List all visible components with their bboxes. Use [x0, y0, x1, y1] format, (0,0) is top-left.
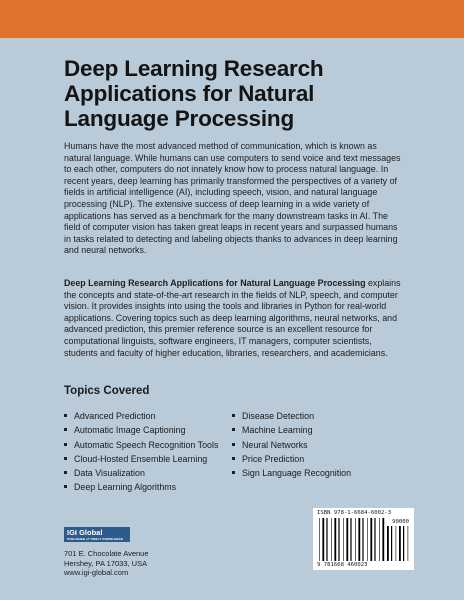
barcode-bars-icon: [319, 518, 385, 561]
topic-item: Sign Language Recognition: [232, 466, 351, 480]
description-book-title: Deep Learning Research Applications for Natural Language Processing: [64, 278, 366, 288]
topic-item: Cloud-Hosted Ensemble Learning: [64, 452, 218, 466]
barcode-box: [313, 508, 414, 570]
address-city: Hershey, PA 17033, USA: [64, 558, 148, 568]
topic-item: Automatic Speech Recognition Tools: [64, 438, 218, 452]
address-street: 701 E. Chocolate Avenue: [64, 549, 149, 558]
topic-item: Deep Learning Algorithms: [64, 480, 218, 494]
topic-item: Neural Networks: [232, 438, 351, 452]
igi-global-logo: [64, 527, 130, 542]
logo-text: IGI Global: [67, 528, 103, 537]
description-text: explains the concepts and state-of-the-art research in the fields of NLP, speech, and computer vision. It provides insights into using the tools and libraries in Python for real-world applications. Covering topics such as deep learning algorithms, neural networks, and advanced prediction, this premier reference source is an excellent resource for computational linguists, software engineers, IT managers, computer scientists, students and faculty of higher education, libraries, researchers, and academicians.: [64, 278, 401, 358]
publisher-address: [64, 549, 149, 578]
topic-item: Price Prediction: [232, 452, 351, 466]
description-paragraph: [64, 278, 406, 359]
topics-list-left: [64, 409, 218, 495]
barcode-addon-bars-icon: [387, 526, 409, 561]
price-code: 90000: [392, 519, 409, 525]
publisher-website: www.igi-global.com: [64, 568, 129, 578]
topic-item: Advanced Prediction: [64, 409, 218, 423]
book-title: Deep Learning Research Applications for Natural Language Processing: [64, 56, 324, 131]
topic-item: Data Visualization: [64, 466, 218, 480]
intro-paragraph: Humans have the most advanced method of communication, which is known as natural language. While humans can use computers to send voice and text messages to each other, computers do not innately know how to process natural language. In recent years, deep learning has primarily transformed the perspectives of a variety of fields in artificial intelligence (AI), including speech, vision, and natural language processing (NLP). The extensive success of deep learning in a wide variety of applications has served as a benchmark for the many downstream tasks in AI. The field of computer vision has taken great leaps in recent years and surpassed humans in tasks related to detecting and labeling objects thanks to advances in deep learning and neural networks.: [64, 141, 401, 256]
topics-heading: Topics Covered: [64, 385, 150, 397]
top-accent-bar: [0, 0, 464, 38]
topics-list-right: [232, 409, 351, 480]
barcode-digits: 9 781668 460023: [317, 562, 368, 568]
topic-item: Machine Learning: [232, 423, 351, 437]
topic-item: Disease Detection: [232, 409, 351, 423]
topic-item: Automatic Image Captioning: [64, 423, 218, 437]
logo-tagline: PUBLISHER of TIMELY KNOWLEDGE: [67, 537, 124, 541]
isbn-label: ISBN 978-1-6684-6002-3: [317, 510, 392, 516]
